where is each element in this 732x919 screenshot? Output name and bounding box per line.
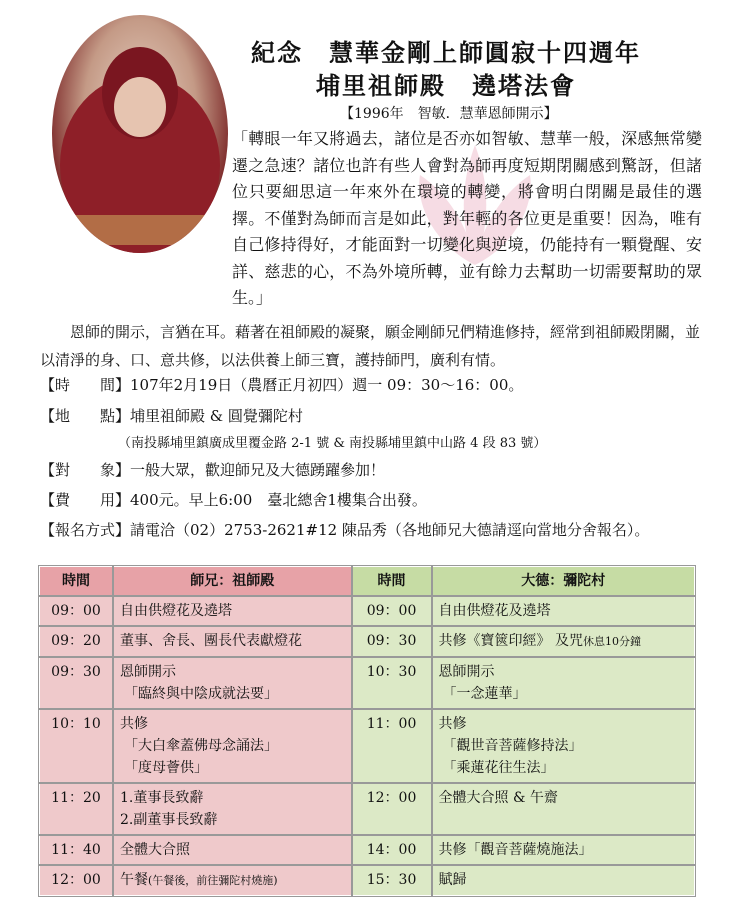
table-header-row: [39, 566, 695, 596]
header-time-right: 時間: [352, 566, 432, 596]
activity-text: 1.董事長致辭: [120, 790, 204, 806]
activity-text: 2.副董事長致辭: [120, 812, 218, 828]
activity-cell: [432, 709, 695, 783]
intro-paragraph: 恩師的開示，言猶在耳。藉著在祖師殿的凝聚，願金剛師兄們精進修持，經常到祖師殿閉關，並以清淨的身、口、意共修，以法供養上師三寶，護持師門，廣利有情。: [40, 323, 701, 369]
table-row: [39, 783, 695, 835]
activity-cell: 董事、舍長、團長代表獻燈花: [113, 626, 352, 657]
activity-cell: 全體大合照 & 午齋: [432, 783, 695, 835]
schedule-table: [38, 565, 696, 897]
time-cell: 14：00: [352, 835, 432, 865]
header-time-left: 時間: [39, 566, 113, 596]
info-signup: 【報名方式】請電洽（02）2753-2621#12 陳品秀（各地師兄大德請逕向當地分舍報名）。: [40, 521, 650, 539]
activity-cell: 共修「觀音菩薩燒施法」: [432, 835, 695, 865]
time-cell: 15：30: [352, 865, 432, 896]
header-ancestor-hall: 師兄：祖師殿: [113, 566, 352, 596]
info-address: （南投縣埔里鎮廣成里覆金路 2-1 號 & 南投縣埔里鎮中山路 4 段 83 號）: [118, 436, 547, 451]
activity-text: 午餐: [120, 872, 148, 888]
activity-text: 「臨終與中陰成就法要」: [124, 686, 278, 702]
time-cell: 09：00: [39, 596, 113, 626]
activity-note: 休息10分鐘: [583, 635, 641, 648]
info-time: 【時 間】107年2月19日（農曆正月初四）週一 09：30～16：00。: [40, 376, 524, 394]
activity-cell: [113, 709, 352, 783]
time-cell: 09：20: [39, 626, 113, 657]
activity-cell: [113, 865, 352, 896]
activity-cell: [432, 626, 695, 657]
master-portrait-photo: [52, 15, 228, 253]
activity-text: 「觀世音菩薩修持法」: [442, 738, 583, 754]
time-cell: 11：40: [39, 835, 113, 865]
time-cell: 09：00: [352, 596, 432, 626]
activity-text: 「乘蓮花往生法」: [442, 760, 555, 776]
activity-note: (午餐後，前往彌陀村燒施): [148, 874, 278, 887]
table-row: [39, 626, 695, 657]
info-fee: 【費 用】400元。早上6:00 臺北總舍1樓集合出發。: [40, 491, 427, 509]
time-cell: 11：00: [352, 709, 432, 783]
table-row: [39, 835, 695, 865]
table-row: [39, 657, 695, 709]
time-cell: 12：00: [39, 865, 113, 896]
activity-text: 共修: [438, 716, 467, 732]
activity-cell: 自由供燈花及遶塔: [432, 596, 695, 626]
table-row: [39, 596, 695, 626]
info-place: 【地 點】埔里祖師殿 & 圓覺彌陀村: [40, 407, 303, 425]
activity-cell: [113, 657, 352, 709]
page-title: 紀念 慧華金剛上師圓寂十四週年: [251, 38, 641, 67]
activity-cell: 賦歸: [432, 865, 695, 896]
header-amitabha-village: 大德：彌陀村: [432, 566, 695, 596]
table-row: [39, 709, 695, 783]
activity-text: 共修《寶篋印經》 及咒: [438, 633, 583, 649]
activity-cell: 自由供燈花及遶塔: [113, 596, 352, 626]
page-subtitle: 埔里祖師殿 遶塔法會: [316, 71, 576, 100]
activity-text: 「度母薈供」: [124, 760, 208, 776]
activity-text: 恩師開示: [438, 664, 495, 680]
time-cell: 10：10: [39, 709, 113, 783]
teaching-quote: 「轉眼一年又將過去，諸位是否亦如智敏、慧華一般，深感無常變遷之急速？諸位也許有些人會對為師再度短期閉關感到驚訝，但諸位只要細思這一年來外在環境的轉變，將會明白閉關是最佳的選擇。不僅對為師而言是如此，對年輕的各位更是重要！因為，唯有自己修持得好，才能面對一切變化與逆境，仍能持有一顆覺醒、安詳、慈悲的心，不為外境所轉，並有餘力去幫助一切需要幫助的眾生。」: [232, 129, 702, 307]
activity-cell: [113, 783, 352, 835]
activity-text: 「大白傘蓋佛母念誦法」: [124, 738, 278, 754]
teaching-source: 【1996年 智敏．慧華恩師開示】: [340, 106, 558, 122]
activity-cell: [432, 657, 695, 709]
time-cell: 10：30: [352, 657, 432, 709]
activity-text: 共修: [120, 716, 148, 732]
activity-cell: 全體大合照: [113, 835, 352, 865]
time-cell: 11：20: [39, 783, 113, 835]
time-cell: 09：30: [352, 626, 432, 657]
table-row: [39, 865, 695, 896]
time-cell: 09：30: [39, 657, 113, 709]
time-cell: 12：00: [352, 783, 432, 835]
activity-text: 「一念蓮華」: [442, 686, 527, 702]
activity-text: 恩師開示: [120, 664, 176, 680]
info-target: 【對 象】一般大眾，歡迎師兄及大德踴躍參加！: [40, 461, 386, 479]
